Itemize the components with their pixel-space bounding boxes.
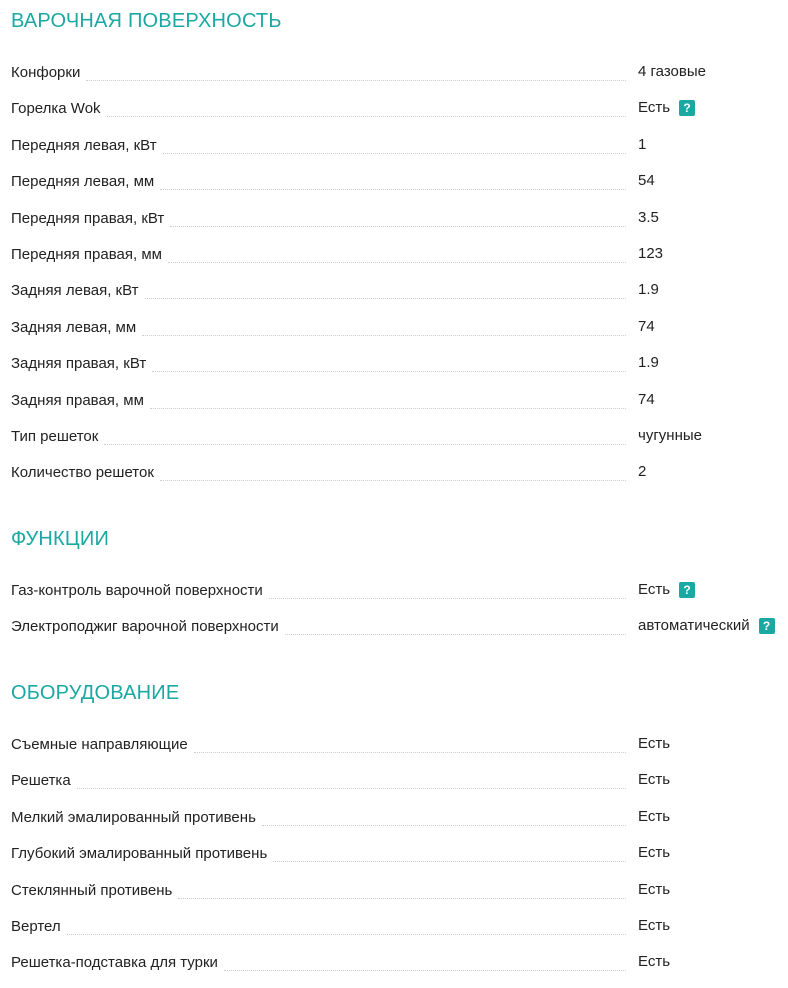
spec-label: Тип решеток [11, 425, 626, 447]
spec-row-removable-guides [0, 733, 788, 769]
spec-row-burners [0, 61, 788, 97]
spec-row-shallow-tray [0, 806, 788, 842]
spec-value: 74 [638, 317, 655, 335]
spec-row-back-right-mm [0, 389, 788, 425]
spec-label: Передняя правая, мм [11, 243, 626, 265]
spec-row-front-left-mm [0, 170, 788, 206]
spec-value: 1 [638, 135, 647, 153]
spec-value: 4 газовые [638, 63, 706, 80]
dotted-leader [67, 933, 626, 935]
spec-row-glass-tray [0, 879, 788, 915]
dotted-leader [194, 751, 626, 753]
spec-value: Есть ? [638, 97, 695, 119]
spec-list-hob [0, 61, 788, 498]
spec-value: 1.9 [638, 281, 659, 299]
spec-label: Задняя правая, мм [11, 389, 626, 411]
spec-label: Стеклянный противень [11, 879, 626, 901]
spec-row-grate-count [0, 461, 788, 497]
spec-row-turk-stand [0, 951, 788, 987]
dotted-leader [152, 370, 626, 372]
spec-value: автоматический ? [638, 615, 775, 637]
dotted-leader [160, 188, 626, 190]
spec-value: 74 [638, 390, 655, 408]
spec-label: Передняя правая, кВт [11, 207, 626, 229]
spec-row-deep-tray [0, 842, 788, 878]
spec-row-wok-burner [0, 97, 788, 133]
dotted-leader [273, 860, 626, 862]
spec-value: Есть [638, 807, 671, 825]
help-icon[interactable]: ? [679, 582, 695, 598]
spec-value: Есть [638, 844, 671, 862]
spec-row-electric-ignition [0, 615, 788, 651]
help-icon[interactable]: ? [759, 618, 775, 634]
dotted-leader [224, 969, 626, 971]
dotted-leader [160, 479, 626, 481]
dotted-leader [285, 633, 626, 635]
dotted-leader [262, 824, 626, 826]
spec-row-front-right-kw [0, 207, 788, 243]
spec-label: Передняя левая, кВт [11, 134, 626, 156]
spec-label: Задняя правая, кВт [11, 352, 626, 374]
spec-label: Решетка-подставка для турки [11, 951, 626, 973]
spec-row-front-right-mm [0, 243, 788, 279]
spec-value: Есть [638, 953, 671, 971]
spec-value: Есть [638, 880, 671, 898]
spec-value: 54 [638, 172, 655, 190]
spec-value: Есть [638, 916, 671, 934]
spec-row-back-right-kw [0, 352, 788, 388]
spec-label: Количество решеток [11, 461, 626, 483]
spec-value: 3.5 [638, 208, 659, 226]
dotted-leader [145, 297, 627, 299]
dotted-leader [150, 407, 626, 409]
spec-label: Газ-контроль варочной поверхности [11, 579, 626, 601]
dotted-leader [104, 443, 626, 445]
dotted-leader [168, 261, 626, 263]
spec-label: Передняя левая, мм [11, 170, 626, 192]
dotted-leader [163, 152, 626, 154]
spec-label: Конфорки [11, 61, 626, 83]
spec-label: Мелкий эмалированный противень [11, 806, 626, 828]
help-icon[interactable]: ? [679, 100, 695, 116]
dotted-leader [170, 225, 626, 227]
spec-list-equipment [0, 733, 788, 988]
dotted-leader [77, 787, 626, 789]
spec-value: 2 [638, 463, 647, 481]
spec-label: Решетка [11, 769, 626, 791]
spec-label: Задняя левая, мм [11, 316, 626, 338]
dotted-leader [86, 79, 626, 81]
spec-value: чугунные [638, 426, 702, 444]
spec-row-gas-control [0, 579, 788, 615]
dotted-leader [269, 597, 626, 599]
spec-value: Есть [638, 735, 671, 752]
section-title-functions: ФУНКЦИИ [11, 528, 110, 550]
spec-value: 1.9 [638, 354, 659, 372]
spec-value: Есть [638, 771, 671, 789]
spec-row-rotisserie [0, 915, 788, 951]
spec-label: Съемные направляющие [11, 733, 626, 755]
spec-row-front-left-kw [0, 134, 788, 170]
spec-label: Задняя левая, кВт [11, 279, 626, 301]
spec-row-grate-type [0, 425, 788, 461]
spec-value: Есть ? [638, 579, 695, 601]
spec-label: Глубокий эмалированный противень [11, 842, 626, 864]
spec-label: Электроподжиг варочной поверхности [11, 615, 626, 637]
dotted-leader [107, 115, 626, 117]
spec-row-back-left-mm [0, 316, 788, 352]
spec-label: Вертел [11, 915, 626, 937]
dotted-leader [178, 897, 626, 899]
section-title-equipment: ОБОРУДОВАНИЕ [11, 682, 180, 704]
spec-row-rack [0, 769, 788, 805]
spec-list-functions [0, 579, 788, 652]
spec-label: Горелка Wok [11, 97, 626, 119]
section-title-hob: ВАРОЧНАЯ ПОВЕРХНОСТЬ [11, 10, 282, 32]
spec-value: 123 [638, 244, 664, 262]
dotted-leader [142, 334, 626, 336]
spec-row-back-left-kw [0, 279, 788, 315]
